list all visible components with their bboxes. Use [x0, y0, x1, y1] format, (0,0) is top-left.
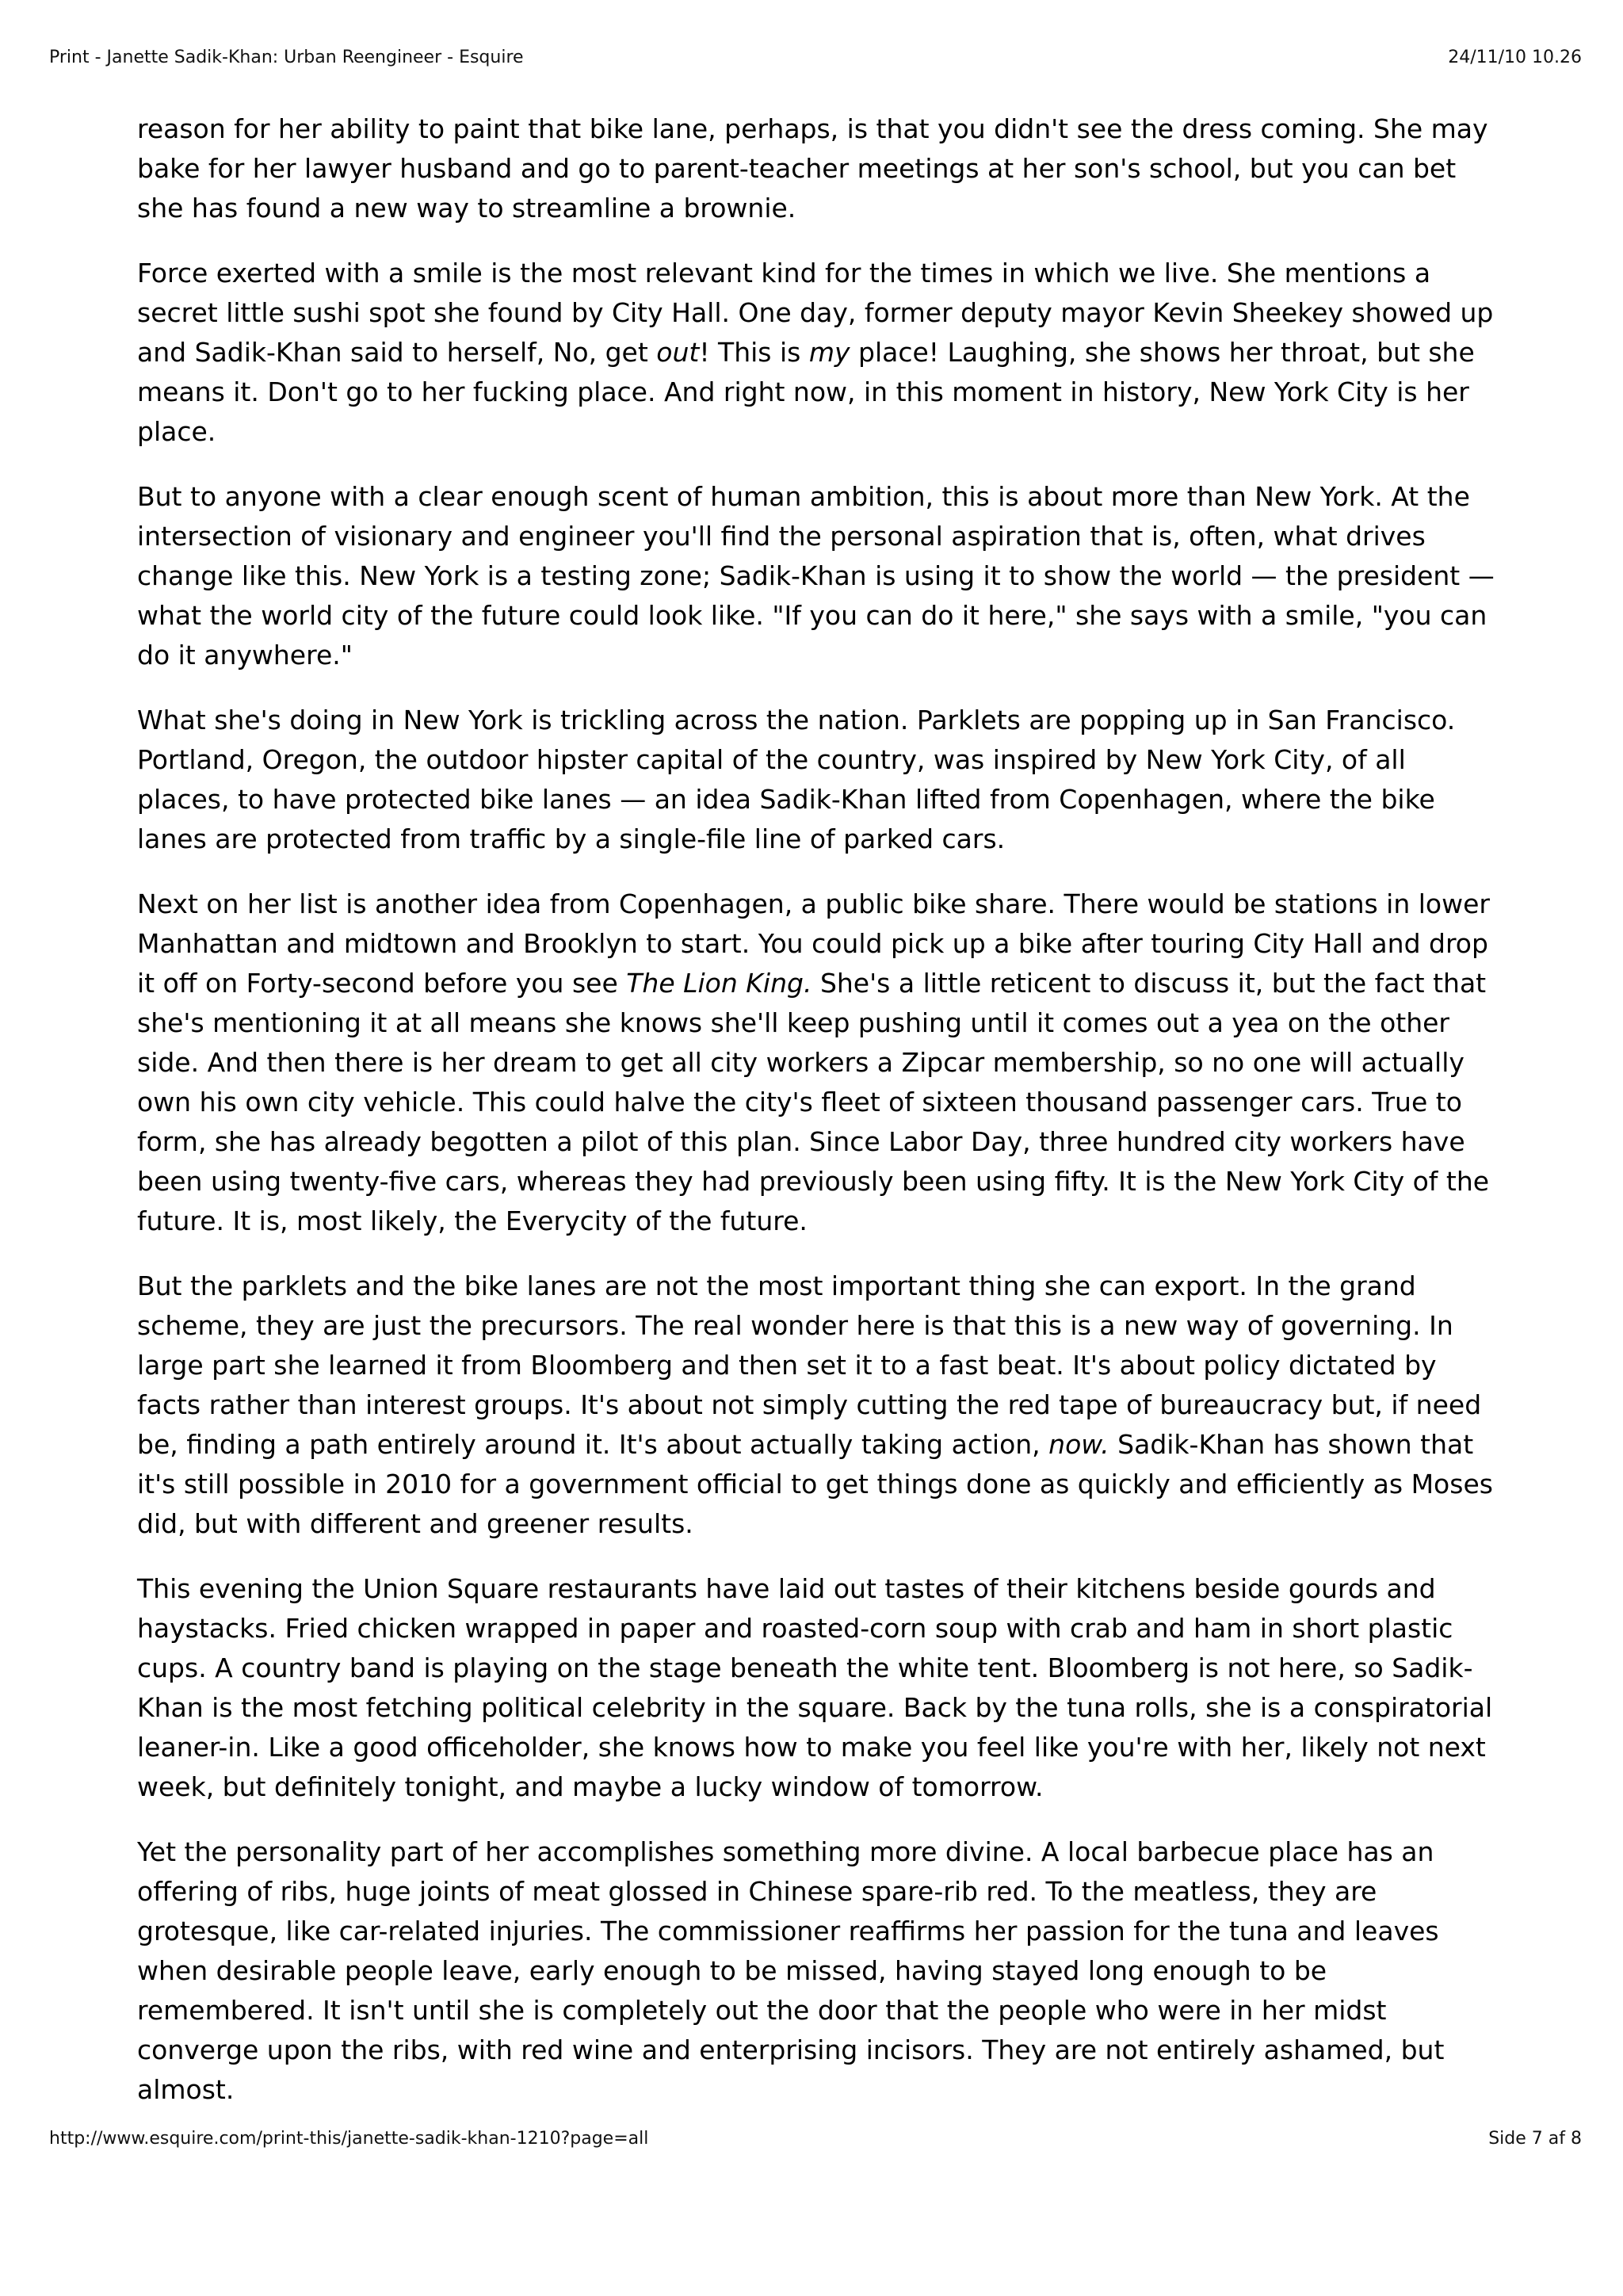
paragraph-6-emphasis-now: now.: [1048, 1429, 1109, 1460]
paragraph-5-text-b: She's a little reticent to discuss it, but the fact that she's mentioning it at all means she knows she'll keep pushing until it comes out a yea on the other side. And then there is her dream to get all city workers a Zipcar membership, so no one will actually own his own city vehicle. This could halve the city's fleet of sixteen thousand passenger cars. True to form, she has already begotten a pilot of this plan. Since Labor Day, three hundred city workers have been using twenty-five cars, whereas they had previously been using fifty. It is the New York City of the future. It is, most likely, the Everycity of the future.: [137, 968, 1490, 1236]
paragraph-5-emphasis-lion-king: The Lion King.: [626, 968, 812, 999]
paragraph-8: Yet the personality part of her accomplishes something more divine. A local barbecue place has an offering of ribs, huge joints of meat glossed in Chinese spare-rib red. To the meatless, they are grotesque, like car-related injuries. The commissioner reaffirms her passion for the tuna and leaves when desirable people leave, early enough to be missed, having stayed long enough to be remembered. It isn't until she is completely out the door that the people who were in her midst converge upon the ribs, with red wine and enterprising incisors. They are not entirely ashamed, but almost.: [137, 1836, 1445, 2105]
paragraph-4: What she's doing in New York is trickling across the nation. Parklets are popping up in San Francisco. Portland, Oregon, the outdoor hipster capital of the country, was inspired by New York City, of all places, to have protected bike lanes — an idea Sadik-Khan lifted from Copenhagen, where the bike lanes are protected from traffic by a single-file line of parked cars.: [137, 705, 1456, 854]
article-body: [137, 109, 1500, 2135]
print-footer: [49, 2129, 1582, 2149]
paragraph-2-emphasis-my: my: [808, 337, 850, 368]
page-title: Print - Janette Sadik-Khan: Urban Reengineer - Esquire: [49, 48, 524, 67]
paragraph-2-text-a: Force exerted with a smile is the most relevant kind for the times in which we live. She mentions a secret little sushi spot she found by City Hall. One day, former deputy mayor Kevin Sheekey showed up and Sadik-Khan said to herself, No, get: [137, 258, 1494, 368]
paragraph-2-text-b: ! This is: [699, 337, 809, 368]
paragraph-3: But to anyone with a clear enough scent of human ambition, this is about more than New York. At the intersection of visionary and engineer you'll find the personal aspiration that is, often, what drives change like this. New York is a testing zone; Sadik-Khan is using it to show the world — the president — what the world city of the future could look like. "If you can do it here," she says with a smile, "you can do it anywhere.": [137, 481, 1495, 670]
paragraph-2-text-c: place! Laughing, she shows her throat, but she means it. Don't go to her fucking place. And right now, in this moment in history, New York City is her place.: [137, 337, 1475, 447]
paragraph-6-text-a: But the parklets and the bike lanes are not the most important thing she can export. In the grand scheme, they are just the precursors. The real wonder here is that this is a new way of governing. In large part she learned it from Bloomberg and then set it to a fast beat. It's about policy dictated by facts rather than interest groups. It's about not simply cutting the red tape of bureaucracy but, if need be, finding a path entirely around it. It's about actually taking action,: [137, 1270, 1482, 1460]
paragraph-2: [137, 254, 1500, 452]
print-header: [49, 48, 1582, 67]
paragraph-1: reason for her ability to paint that bike lane, perhaps, is that you didn't see the dress coming. She may bake for her lawyer husband and go to parent-teacher meetings at her son's school, but you can bet she has found a new way to streamline a brownie.: [137, 113, 1488, 223]
paragraph-2-emphasis-out: out: [656, 337, 700, 368]
print-datetime: 24/11/10 10.26: [1448, 48, 1582, 67]
paragraph-7: This evening the Union Square restaurants have laid out tastes of their kitchens beside gourds and haystacks. Fried chicken wrapped in paper and roasted-corn soup with crab and ham in short plastic cups. A country band is playing on the stage beneath the white tent. Bloomberg is not here, so Sadik-Khan is the most fetching political celebrity in the square. Back by the tuna rolls, she is a conspiratorial leaner-in. Like a good officeholder, she knows how to make you feel like you're with her, likely not next week, but definitely tonight, and maybe a lucky window of tomorrow.: [137, 1573, 1493, 1802]
page-number: Side 7 af 8: [1488, 2129, 1582, 2149]
page-url: http://www.esquire.com/print-this/janette-sadik-khan-1210?page=all: [49, 2129, 649, 2149]
paragraph-5: [137, 884, 1500, 1241]
paragraph-6-text-b: Sadik-Khan has shown that it's still possible in 2010 for a government official to get things done as quickly and efficiently as Moses did, but with different and greener results.: [137, 1429, 1493, 1539]
paragraph-6: [137, 1266, 1500, 1544]
paragraph-5-text-a: Next on her list is another idea from Copenhagen, a public bike share. There would be stations in lower Manhattan and midtown and Brooklyn to start. You could pick up a bike after touring City Hall and drop it off on Forty-second before you see: [137, 888, 1490, 999]
